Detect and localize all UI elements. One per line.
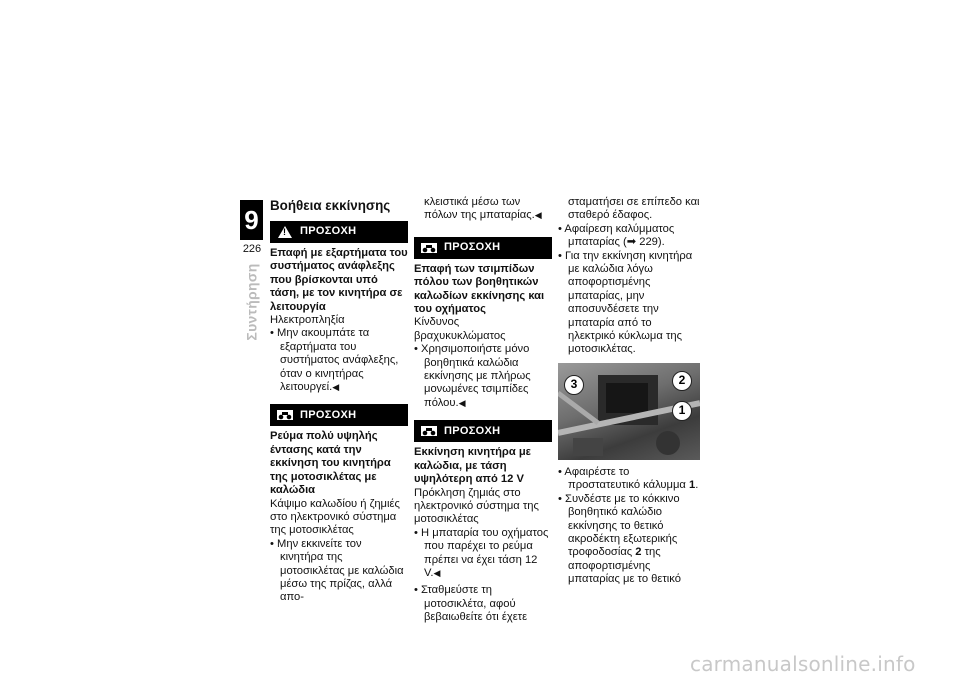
end-mark-icon: ◀	[458, 397, 466, 408]
list-item: • Συνδέστε με το κόκκινο βοηθητικό καλώδιο εκκίνησης το θετικό ακροδέκτη εξωτερικής τροφοδοσίας 2 της αποφορτισμένης μπαταρίας με το θετικό	[558, 493, 700, 587]
warning-hazard: Πρόκληση ζημιάς στο ηλεκτρονικό σύστημα της μοτοσικλέτας	[414, 486, 539, 526]
list-item: • Για την εκκίνηση κινητήρα με καλώδια λόγω αποφορτισμένης μπαταρίας, μην αποσυνδέσετε την μπαταρία από το ηλεκτρικό κύκλωμα της μοτοσικλέτας.	[558, 250, 700, 357]
column-2	[414, 196, 552, 625]
list-item: • Η μπαταρία του οχήματος που παρέχει το ρεύμα πρέπει να έχει τάση 12 V.◀	[414, 527, 552, 581]
callout-3: 3	[564, 375, 584, 395]
warning-bar: ! ΠΡΟΣΟΧΗ	[270, 221, 408, 243]
page-number: 226	[242, 243, 262, 255]
end-mark-icon: ◀	[332, 382, 340, 393]
list-item: • Σταθμεύστε τη μοτοσικλέτα, αφού βεβαιωθείτε ότι έχετε	[414, 584, 552, 624]
motorcycle-warning-icon	[414, 424, 444, 438]
warning-heading: Επαφή των τσιμπίδων πόλου των βοηθητικών καλωδίων εκκίνησης και του οχήματος	[414, 262, 545, 316]
warning-heading: Ρεύμα πολύ υψηλής έντασης κατά την εκκίνηση του κινητήρα της μοτοσικλέτας με καλώδια	[270, 430, 391, 497]
warning-hazard: Κίνδυνος βραχυκυκλώματος	[414, 316, 506, 342]
continued-text: κλειστικά μέσω των πόλων της μπαταρίας.◀	[424, 196, 542, 222]
motorcycle-warning-icon	[414, 241, 444, 255]
battery-photo	[558, 363, 700, 460]
column-3	[558, 196, 700, 587]
warning-bar: ΠΡΟΣΟΧΗ	[270, 404, 408, 426]
list-item: • Μην εκκινείτε τον κινητήρα της μοτοσικλέτας με καλώδια μέσω της πρίζας, αλλά απο-	[270, 538, 408, 605]
list-item: • Αφαίρεση καλύμματος μπαταρίας (➡ 229).	[558, 223, 700, 250]
callout-2: 2	[672, 371, 692, 391]
warning-hazard: Ηλεκτροπληξία	[270, 314, 345, 327]
list-item: • Μην ακουμπάτε τα εξαρτήματα του συστήματος ανάφλεξης, όταν ο κινητήρας λειτουργεί.◀	[270, 327, 408, 394]
list-item: • Αφαιρέστε το προστατευτικό κάλυμμα 1.	[558, 466, 700, 493]
list-item: • Χρησιμοποιήστε μόνο βοηθητικά καλώδια εκκίνησης με πλήρως μονωμένες τσιμπίδες πόλου.◀	[414, 343, 552, 410]
warning-bar: ΠΡΟΣΟΧΗ	[414, 420, 552, 442]
end-mark-icon: ◀	[534, 210, 542, 221]
chapter-tab: 9	[240, 200, 263, 240]
callout-1: 1	[672, 401, 692, 421]
column-1	[270, 196, 408, 605]
end-mark-icon: ◀	[433, 567, 441, 578]
warning-heading: Επαφή με εξαρτήματα του συστήματος ανάφλεξης που βρίσκονται υπό τάση, με τον κινητήρα σε λειτουργία	[270, 247, 408, 313]
motorcycle-warning-icon	[270, 408, 300, 422]
continued-text: σταματήσει σε επίπεδο και σταθερό έδαφος.	[568, 196, 700, 222]
watermark: carmanualsonline.info	[690, 652, 916, 676]
warning-bar: ΠΡΟΣΟΧΗ	[414, 237, 552, 259]
chapter-side-label: Συντήρηση	[244, 263, 260, 341]
section-title: Βοήθεια εκκίνησης	[270, 198, 391, 213]
warning-heading: Εκκίνηση κινητήρα με καλώδια, με τάση υψηλότερη από 12 V	[414, 446, 531, 486]
warning-hazard: Κάψιμο καλωδίου ή ζημιές στο ηλεκτρονικό σύστημα της μοτοσικλέτας	[270, 497, 400, 537]
warning-triangle-icon	[270, 226, 300, 238]
